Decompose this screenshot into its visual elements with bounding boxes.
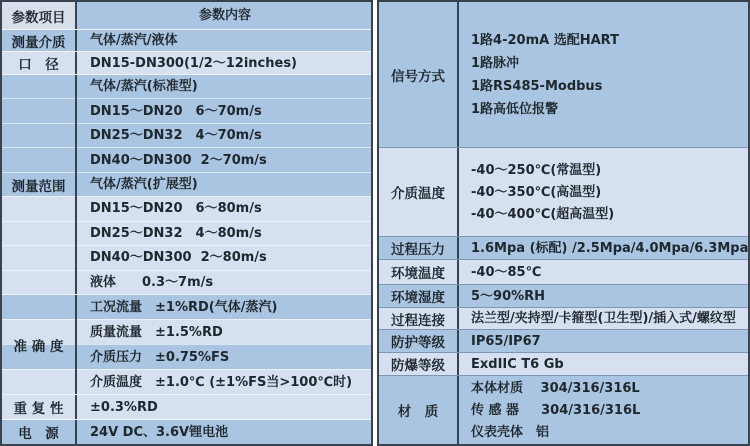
block-label-process-connection: 过程连接: [379, 308, 459, 329]
block-label-accuracy: 准 确 度: [2, 295, 77, 394]
spec-block-accuracy: [2, 294, 371, 394]
block-label-process-pressure: 过程压力: [379, 237, 459, 259]
spec-value: IP65/IP67: [471, 333, 541, 349]
left-spec-table: [0, 0, 373, 446]
spec-block-signal-mode: [379, 2, 748, 147]
header-cell-parameter-item: 参数项目: [2, 2, 77, 29]
right-spec-table: [377, 0, 750, 446]
spec-value: 1路高低位报警: [471, 101, 559, 117]
block-label-explosion-proof-rating: 防爆等级: [379, 353, 459, 375]
spec-value: 气体/蒸汽/液体: [2, 30, 371, 51]
spec-value: 气体/蒸汽(标准型): [2, 75, 371, 98]
spec-value: 液体 0.3～7m/s: [2, 270, 371, 294]
spec-value: 传 感 器 304/316/316L: [471, 402, 641, 418]
block-label-repeatability: 重 复 性: [2, 395, 77, 419]
spec-block-process-connection: [379, 307, 748, 329]
spec-block-power-supply: [2, 419, 371, 444]
spec-value: DN25～DN32 4～80m/s: [2, 221, 371, 245]
spec-value: DN15～DN20 6～70m/s: [2, 98, 371, 122]
spec-block-diameter: [2, 51, 371, 74]
spec-value: 质量流量 ±1.5%RD: [2, 319, 371, 344]
spec-value: DN40～DN300 2～70m/s: [2, 147, 371, 171]
spec-block-explosion-proof-rating: [379, 352, 748, 375]
spec-block-ambient-humidity: [379, 284, 748, 307]
spec-value: 仪表壳体 铝: [471, 424, 550, 440]
spec-block-repeatability: [2, 394, 371, 419]
block-label-measuring-range: 测量范围: [2, 75, 77, 294]
spec-block-measuring-medium: [2, 29, 371, 51]
spec-block-ambient-temperature: [379, 259, 748, 284]
spec-value: 24V DC、3.6V锂电池: [2, 420, 371, 444]
header-cell-parameter-content: 参数内容: [2, 2, 371, 29]
block-label-material: 材 质: [379, 376, 459, 444]
block-label-ambient-humidity: 环境湿度: [379, 285, 459, 307]
spec-value: DN40～DN300 2～80m/s: [2, 245, 371, 269]
spec-value: -40～350℃(高温型): [471, 184, 602, 200]
spec-value: 法兰型/夹持型/卡箍型(卫生型)/插入式/螺纹型: [471, 311, 736, 326]
spec-block-medium-temperature: [379, 147, 748, 236]
spec-value: ±0.3%RD: [2, 395, 371, 419]
block-label-ambient-temperature: 环境温度: [379, 260, 459, 284]
spec-value: 1路4-20mA 选配HART: [471, 32, 619, 48]
spec-block-material: [379, 375, 748, 444]
spec-value: 本体材质 304/316/316L: [471, 380, 640, 396]
block-label-signal-mode: 信号方式: [379, 2, 459, 147]
spec-value: ExdIIC T6 Gb: [471, 356, 564, 372]
spec-value: 介质压力 ±0.75%FS: [2, 344, 371, 369]
spec-value: -40～250℃(常温型): [471, 162, 602, 178]
block-label-medium-temperature: 介质温度: [379, 148, 459, 236]
spec-value: 工况流量 ±1%RD(气体/蒸汽): [2, 295, 371, 319]
spec-block-process-pressure: [379, 236, 748, 259]
spec-value: 气体/蒸汽(扩展型): [2, 172, 371, 196]
block-label-protection-rating: 防护等级: [379, 330, 459, 352]
block-label-measuring-medium: 测量介质: [2, 30, 77, 51]
left-table-header-row: [2, 2, 371, 29]
spec-value: DN15～DN20 6～80m/s: [2, 196, 371, 220]
spec-block-protection-rating: [379, 329, 748, 352]
block-label-diameter: 口 径: [2, 52, 77, 74]
block-label-power-supply: 电 源: [2, 420, 77, 444]
spec-value: 1路脉冲: [471, 55, 520, 71]
spec-value: -40～85℃: [471, 264, 542, 280]
spec-value: DN15-DN300(1/2～12inches): [2, 52, 371, 74]
spec-value: DN25～DN32 4～70m/s: [2, 123, 371, 147]
spec-value: 1.6Mpa (标配) /2.5Mpa/4.0Mpa/6.3Mpa: [471, 240, 748, 256]
spec-value: 介质温度 ±1.0℃ (±1%FS当>100℃时): [2, 369, 371, 394]
spec-block-measuring-range: [2, 74, 371, 294]
spec-value: -40～400℃(超高温型): [471, 206, 615, 222]
spec-value: 5～90%RH: [471, 288, 546, 304]
spec-value: 1路RS485-Modbus: [471, 78, 603, 94]
